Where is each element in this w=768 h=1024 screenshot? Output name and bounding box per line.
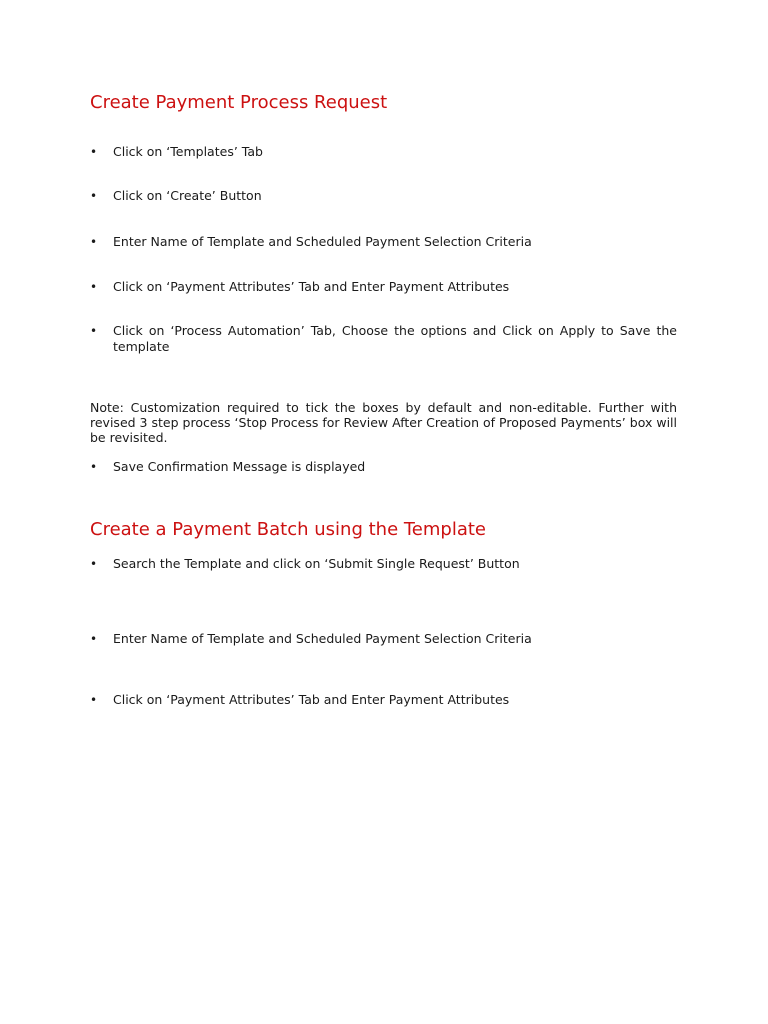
bullet-icon: •	[90, 693, 98, 707]
section-heading-create-payment-process-request: Create Payment Process Request	[90, 92, 388, 113]
bullet-icon: •	[90, 280, 98, 294]
list-item-text: Save Confirmation Message is displayed	[113, 459, 366, 474]
bullet-icon: •	[90, 189, 98, 203]
list-item-text: Enter Name of Template and Scheduled Payment Selection Criteria	[113, 234, 532, 249]
section-heading-create-payment-batch: Create a Payment Batch using the Template	[90, 519, 487, 540]
list-item-text: Click on ‘Templates’ Tab	[113, 144, 263, 159]
bullet-icon: •	[90, 235, 98, 249]
list-item	[90, 188, 677, 204]
bullet-icon: •	[90, 324, 98, 338]
list-item-text: Click on ‘Payment Attributes’ Tab and Enter Payment Attributes	[113, 279, 510, 294]
list-item-text: Click on ‘Payment Attributes’ Tab and Enter Payment Attributes	[113, 692, 510, 707]
bullet-icon: •	[90, 145, 98, 159]
note-paragraph: Note: Customization required to tick the boxes by default and non-editable. Further with revised 3 step process ‘Stop Process for Review After Creation of Proposed Payments’ box will be revisited.	[90, 400, 677, 445]
bullet-icon: •	[90, 460, 98, 474]
bullet-icon: •	[90, 632, 98, 646]
list-item	[90, 631, 677, 647]
list-item	[90, 234, 677, 250]
list-item-text: Click on ‘Process Automation’ Tab, Choose the options and Click on Apply to Save the template	[113, 323, 677, 354]
list-item-text: Enter Name of Template and Scheduled Payment Selection Criteria	[113, 631, 532, 646]
list-item-text: Search the Template and click on ‘Submit Single Request’ Button	[113, 556, 520, 571]
bullet-icon: •	[90, 557, 98, 571]
list-item	[90, 692, 677, 708]
list-item	[90, 556, 677, 572]
list-item	[90, 459, 677, 475]
list-item	[90, 144, 677, 160]
list-item	[90, 323, 677, 355]
list-item	[90, 279, 677, 295]
list-item-text: Click on ‘Create’ Button	[113, 188, 262, 203]
